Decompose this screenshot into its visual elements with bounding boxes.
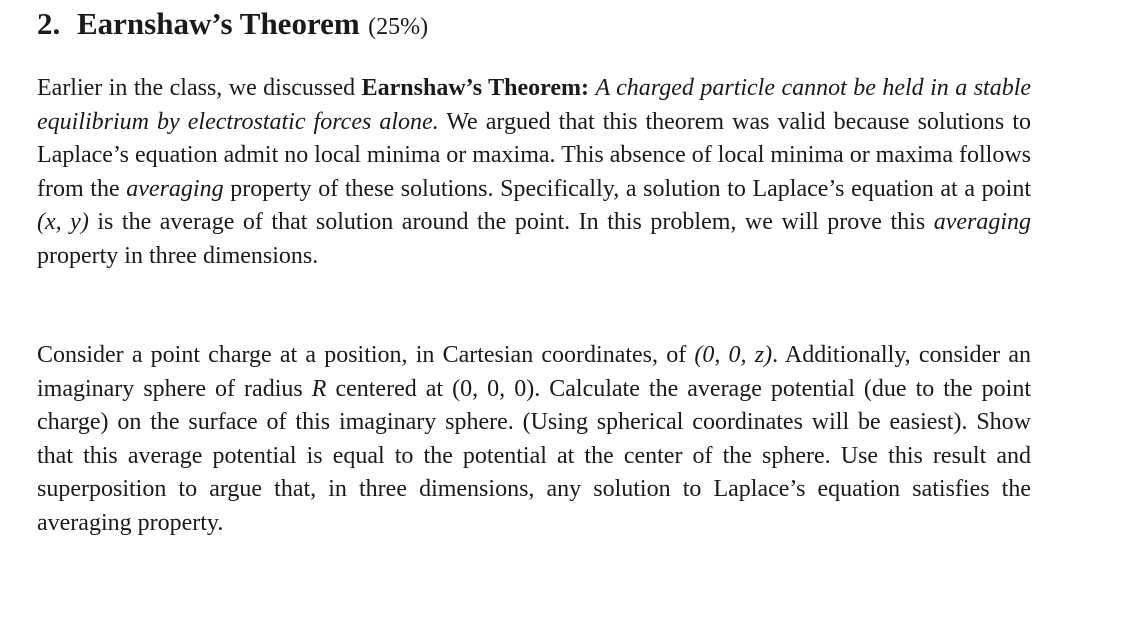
averaging-term-2: averaging <box>933 209 1032 235</box>
charge-position: (0, 0, z) <box>694 342 773 368</box>
task-text-2: . Additionally, consider an imaginary sphere of radius <box>37 342 1031 402</box>
theorem-name: Earnshaw’s Theorem: <box>361 75 589 101</box>
task-paragraph <box>37 339 1031 540</box>
intro-text-5: property in three dimensions. <box>37 242 319 269</box>
theorem-statement: A charged particle cannot be held in a stable equilibrium by electrostatic forces alone. <box>37 75 1032 135</box>
intro-text-3: property of these solutions. Specifically, a solution to Laplace’s equation at a point <box>223 175 1031 202</box>
point-expression: (x, y) <box>37 209 89 235</box>
intro-text-1: Earlier in the class, we discussed <box>37 75 362 101</box>
intro-text-2: We argued that this theorem was valid because solutions to Laplace’s equation admit no local minima or maxima. This absence of local minima or maxima follows from the <box>37 108 1031 202</box>
averaging-term: averaging <box>126 175 224 202</box>
intro-paragraph <box>37 72 1031 273</box>
problem-page <box>37 0 1032 536</box>
task-text-4: . Calculate the average potential (due to the point charge) on the surface of this imaginary sphere. (Using spherical coordinates will be easiest). Show that this average potential is equal to the potential at the center of the sphere. Use this result and superposition to argue that, in three dimensions, any solution to Laplace’s equation satisfies the averaging property. <box>37 375 1032 536</box>
section-heading <box>37 0 1031 44</box>
section-title: Earnshaw’s Theorem <box>76 6 360 41</box>
task-text-3: centered at <box>326 375 453 402</box>
sphere-center: (0, 0, 0) <box>452 375 535 402</box>
section-number: 2. <box>37 6 61 41</box>
intro-text-4: is the average of that solution around the point. In this problem, we will prove this <box>88 209 934 235</box>
task-text-1: Consider a point charge at a position, in Cartesian coordinates, of <box>37 342 695 368</box>
sphere-radius-symbol: R <box>311 375 327 402</box>
section-weight: (25%) <box>368 14 429 40</box>
